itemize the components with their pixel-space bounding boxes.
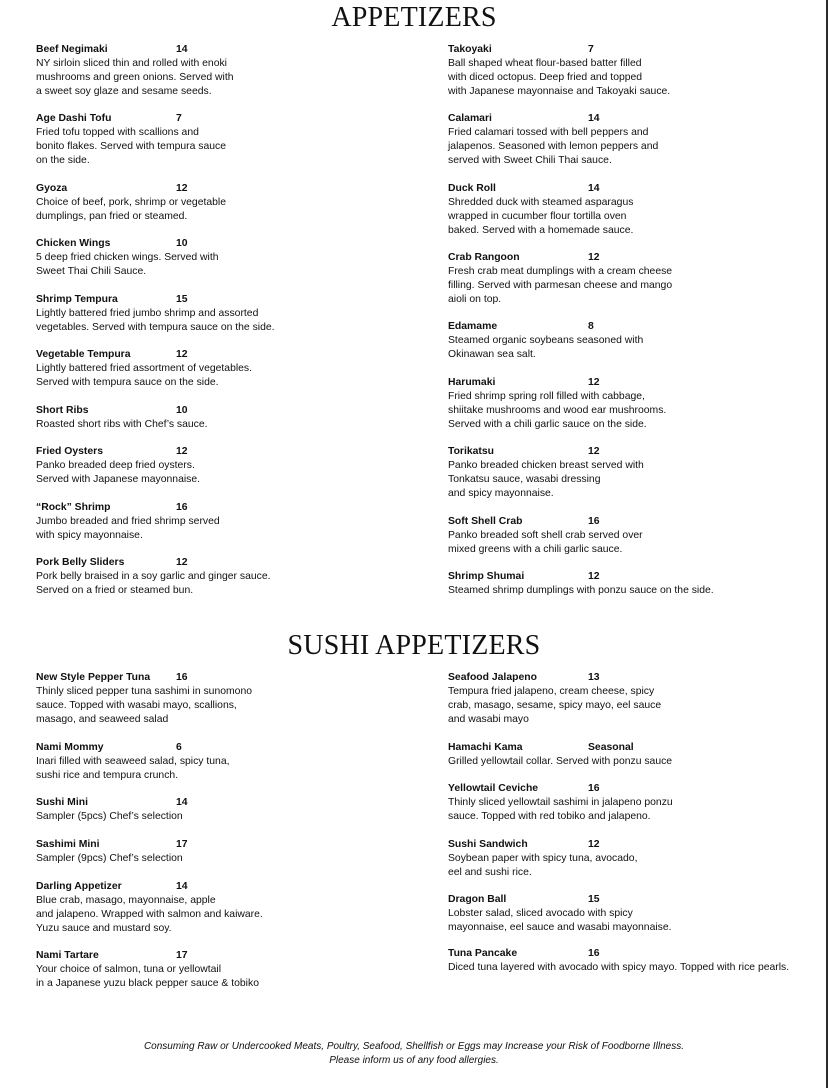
menu-item-name: Shrimp Tempura (36, 294, 118, 305)
menu-item-soft-shell-crab (448, 515, 828, 557)
menu-item-price: 14 (176, 881, 188, 892)
menu-item-description: Roasted short ribs with Chef’s sauce. (36, 419, 208, 430)
menu-item-header (448, 947, 828, 961)
menu-item-header (448, 182, 828, 196)
menu-item-name: Gyoza (36, 183, 68, 194)
menu-item-calamari (448, 112, 828, 168)
menu-item-description: Sampler (9pcs) Chef’s selection (36, 853, 183, 864)
menu-item-header (448, 43, 828, 57)
menu-item-yellowtail-ceviche (448, 782, 828, 824)
menu-item-description: Thinly sliced yellowtail sashimi in jalapeno ponzu sauce. Topped with red tobiko and jalapeno. (448, 797, 673, 822)
menu-item-header (36, 237, 416, 251)
menu-item-header (36, 293, 416, 307)
menu-item-description: Your choice of salmon, tuna or yellowtail in a Japanese yuzu black pepper sauce & tobiko (36, 964, 259, 989)
menu-item-name: “Rock” Shrimp (36, 502, 111, 513)
menu-item-header (36, 112, 416, 126)
menu-item-header (448, 570, 828, 584)
menu-item-description: Diced tuna layered with avocado with spicy mayo. Topped with rice pearls. (448, 962, 790, 973)
menu-item-price: Seasonal (588, 742, 634, 753)
menu-item-name: Yellowtail Ceviche (448, 783, 539, 794)
menu-item-header (36, 445, 416, 459)
menu-item-header (36, 796, 416, 810)
allergy-notice-line-2: Please inform us of any food allergies. (329, 1055, 499, 1066)
menu-item-name: Sushi Mini (36, 797, 88, 808)
menu-item-price: 16 (588, 516, 600, 527)
menu-item-name: Sushi Sandwich (448, 839, 528, 850)
menu-item-nami-tartare (36, 949, 416, 991)
menu-item-description: Grilled yellowtail collar. Served with ponzu sauce (448, 756, 673, 767)
menu-item-name: Edamame (448, 321, 498, 332)
menu-item-vegetable-tempura (36, 348, 416, 390)
menu-item-price: 14 (176, 44, 188, 55)
menu-item-age-dashi-tofu (36, 112, 416, 168)
menu-item-name: Sashimi Mini (36, 839, 100, 850)
menu-item-price: 14 (588, 113, 600, 124)
menu-item-price: 12 (176, 446, 188, 457)
menu-item-price: 6 (176, 742, 182, 753)
menu-item-header (448, 320, 828, 334)
menu-item-price: 10 (176, 405, 188, 416)
menu-item-description: Panko breaded deep fried oysters. Served with Japanese mayonnaise. (36, 460, 201, 485)
menu-item-price: 12 (176, 183, 188, 194)
menu-item-hamachi-kama (448, 741, 828, 769)
menu-item-name: Hamachi Kama (448, 742, 523, 753)
menu-item-sushi-mini (36, 796, 416, 824)
menu-item-short-ribs (36, 404, 416, 432)
menu-item-header (36, 741, 416, 755)
menu-item-price: 15 (176, 294, 188, 305)
menu-item-price: 10 (176, 238, 188, 249)
menu-item-name: Dragon Ball (448, 894, 507, 905)
menu-item-beef-negimaki (36, 43, 416, 99)
menu-item-price: 12 (588, 377, 600, 388)
allergy-notice-line-1: Consuming Raw or Undercooked Meats, Poultry, Seafood, Shellfish or Eggs may Increase your Risk of Foodborne Illness. (143, 1041, 685, 1052)
menu-item-harumaki (448, 376, 828, 432)
menu-item-name: Takoyaki (448, 44, 492, 55)
menu-item-header (36, 838, 416, 852)
menu-item-description: Panko breaded chicken breast served with Tonkatsu sauce, wasabi dressing and spicy mayonnaise. (448, 460, 644, 499)
menu-item-name: Seafood Jalapeno (448, 672, 537, 683)
menu-item-rock-shrimp (36, 501, 416, 543)
menu-item-header (36, 182, 416, 196)
menu-item-description: Lobster salad, sliced avocado with spicy mayonnaise, eel sauce and wasabi mayonnaise. (448, 908, 672, 933)
menu-item-header (448, 838, 828, 852)
menu-item-description: Steamed shrimp dumplings with ponzu sauce on the side. (448, 585, 714, 596)
menu-item-description: Steamed organic soybeans seasoned with Okinawan sea salt. (448, 335, 644, 360)
menu-item-gyoza (36, 182, 416, 224)
menu-item-name: Harumaki (448, 377, 496, 388)
menu-item-dragon-ball (448, 893, 828, 935)
menu-item-description: Soybean paper with spicy tuna, avocado, eel and sushi rice. (448, 853, 638, 878)
menu-item-sashimi-mini (36, 838, 416, 866)
menu-item-header (448, 741, 828, 755)
menu-item-header (36, 501, 416, 515)
menu-item-description: Ball shaped wheat flour-based batter filled with diced octopus. Deep fried and topped with Japanese mayonnaise and Takoyaki sauce. (448, 58, 671, 97)
menu-item-price: 12 (176, 557, 188, 568)
menu-item-price: 16 (588, 783, 600, 794)
menu-item-price: 15 (588, 894, 600, 905)
menu-item-takoyaki (448, 43, 828, 99)
menu-item-price: 7 (176, 113, 182, 124)
menu-item-shrimp-shumai (448, 570, 828, 598)
menu-item-name: Beef Negimaki (36, 44, 108, 55)
menu-item-description: 5 deep fried chicken wings. Served with Sweet Thai Chili Sauce. (36, 252, 219, 277)
menu-item-name: Pork Belly Sliders (36, 557, 125, 568)
menu-item-name: Soft Shell Crab (448, 516, 523, 527)
menu-item-description: Shredded duck with steamed asparagus wrapped in cucumber flour tortilla oven baked. Served with a homemade sauce. (448, 197, 634, 236)
menu-item-price: 8 (588, 321, 594, 332)
menu-item-description: Choice of beef, pork, shrimp or vegetable dumplings, pan fried or steamed. (36, 197, 227, 222)
menu-item-new-style-pepper-tuna (36, 671, 416, 727)
menu-item-edamame (448, 320, 828, 362)
menu-item-shrimp-tempura (36, 293, 416, 335)
menu-item-name: Nami Tartare (36, 950, 99, 961)
menu-item-name: Age Dashi Tofu (36, 113, 112, 124)
menu-item-name: Calamari (448, 113, 492, 124)
menu-item-name: Duck Roll (448, 183, 496, 194)
menu-item-header (448, 515, 828, 529)
menu-item-name: Nami Mommy (36, 742, 104, 753)
menu-item-name: Fried Oysters (36, 446, 103, 457)
menu-item-header (448, 671, 828, 685)
menu-item-price: 14 (176, 797, 188, 808)
menu-item-name: Shrimp Shumai (448, 571, 525, 582)
menu-item-description: Inari filled with seaweed salad, spicy tuna, sushi rice and tempura crunch. (36, 756, 230, 781)
menu-item-name: Crab Rangoon (448, 252, 520, 263)
menu-item-price: 13 (588, 672, 600, 683)
appetizers-title: APPETIZERS (331, 2, 497, 33)
menu-item-name: Darling Appetizer (36, 881, 122, 892)
menu-item-price: 12 (588, 446, 600, 457)
menu-item-price: 12 (176, 349, 188, 360)
menu-item-name: Torikatsu (448, 446, 494, 457)
menu-item-price: 12 (588, 252, 600, 263)
menu-item-tuna-pancake (448, 947, 828, 975)
menu-item-header (36, 880, 416, 894)
menu-item-price: 14 (588, 183, 600, 194)
menu-item-description: NY sirloin sliced thin and rolled with enoki mushrooms and green onions. Served with a sweet soy glaze and sesame seeds. (36, 58, 234, 97)
menu-item-description: Fried tofu topped with scallions and bonito flakes. Served with tempura sauce on the side. (36, 127, 227, 166)
menu-item-torikatsu (448, 445, 828, 501)
menu-item-price: 16 (588, 948, 600, 959)
menu-item-header (448, 112, 828, 126)
menu-item-price: 12 (588, 571, 600, 582)
menu-item-darling-appetizer (36, 880, 416, 936)
menu-item-description: Fried calamari tossed with bell peppers and jalapenos. Seasoned with lemon peppers and served with Sweet Chili Thai sauce. (448, 127, 659, 166)
menu-item-header (36, 404, 416, 418)
menu-item-pork-belly-sliders (36, 556, 416, 598)
menu-item-seafood-jalapeno (448, 671, 828, 727)
menu-item-price: 7 (588, 44, 594, 55)
menu-item-description: Sampler (5pcs) Chef’s selection (36, 811, 183, 822)
menu-item-price: 12 (588, 839, 600, 850)
menu-item-header (36, 949, 416, 963)
menu-item-description: Blue crab, masago, mayonnaise, apple and jalapeno. Wrapped with salmon and kaiware. Yuzu sauce and mustard soy. (36, 895, 263, 934)
menu-item-name: Chicken Wings (36, 238, 111, 249)
menu-item-header (36, 348, 416, 362)
menu-item-header (448, 251, 828, 265)
menu-item-description: Lightly battered fried assortment of vegetables. Served with tempura sauce on the side. (36, 363, 253, 388)
menu-item-name: New Style Pepper Tuna (36, 672, 151, 683)
sushi-appetizers-title: SUSHI APPETIZERS (287, 630, 541, 661)
allergy-notice (0, 1040, 828, 1068)
menu-item-crab-rangoon (448, 251, 828, 307)
menu-item-description: Lightly battered fried jumbo shrimp and assorted vegetables. Served with tempura sauce on the side. (36, 308, 275, 333)
menu-item-description: Fresh crab meat dumplings with a cream cheese filling. Served with parmesan cheese and mango aioli on top. (448, 266, 673, 305)
menu-item-header (36, 43, 416, 57)
menu-item-description: Pork belly braised in a soy garlic and ginger sauce. Served on a fried or steamed bun. (36, 571, 271, 596)
menu-item-header (448, 782, 828, 796)
menu-item-nami-mommy (36, 741, 416, 783)
menu-item-name: Tuna Pancake (448, 948, 518, 959)
menu-item-price: 17 (176, 839, 188, 850)
menu-item-chicken-wings (36, 237, 416, 279)
menu-item-header (36, 671, 416, 685)
menu-item-name: Vegetable Tempura (36, 349, 131, 360)
menu-item-price: 16 (176, 502, 188, 513)
menu-item-header (448, 376, 828, 390)
menu-item-price: 16 (176, 672, 188, 683)
menu-item-sushi-sandwich (448, 838, 828, 880)
menu-item-duck-roll (448, 182, 828, 238)
menu-item-description: Thinly sliced pepper tuna sashimi in sunomono sauce. Topped with wasabi mayo, scallions, masago, and seaweed salad (36, 686, 253, 725)
menu-item-description: Tempura fried jalapeno, cream cheese, spicy crab, masago, sesame, spicy mayo, eel sauce and wasabi mayo (448, 686, 662, 725)
menu-item-price: 17 (176, 950, 188, 961)
menu-item-header (448, 893, 828, 907)
menu-item-header (36, 556, 416, 570)
menu-item-description: Panko breaded soft shell crab served over mixed greens with a chili garlic sauce. (448, 530, 643, 555)
menu-item-description: Fried shrimp spring roll filled with cabbage, shiitake mushrooms and wood ear mushrooms. Served with a chili garlic sauce on the side. (448, 391, 667, 430)
menu-item-header (448, 445, 828, 459)
menu-item-fried-oysters (36, 445, 416, 487)
menu-item-description: Jumbo breaded and fried shrimp served with spicy mayonnaise. (36, 516, 220, 541)
menu-item-name: Short Ribs (36, 405, 89, 416)
